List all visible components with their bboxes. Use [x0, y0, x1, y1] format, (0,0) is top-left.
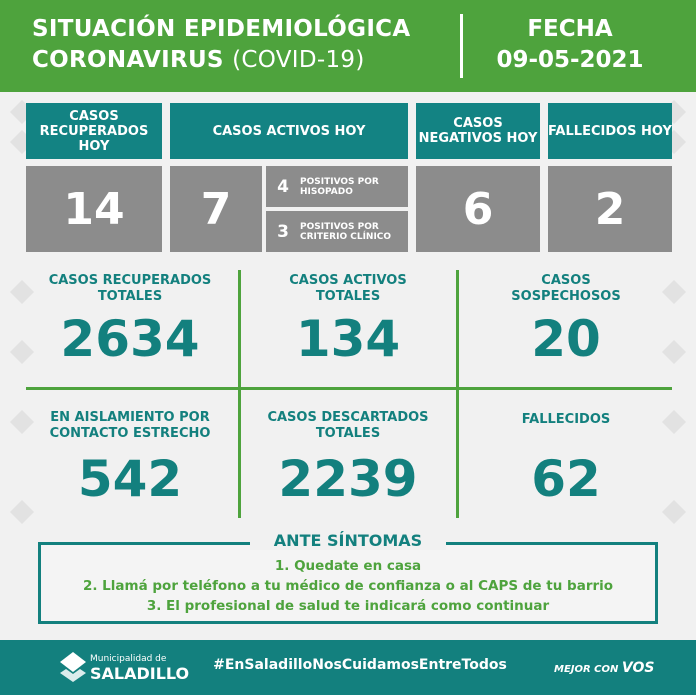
saladillo-logo-icon: [60, 652, 86, 682]
recuperados-totales-value: 2634: [60, 310, 200, 368]
sospechosos-label-2: SOSPECHOSOS: [511, 289, 621, 304]
fallecidos-totales-label: FALLECIDOS: [521, 412, 611, 427]
grid-vline-right: [456, 270, 459, 518]
footer-vos: VOS: [621, 660, 655, 676]
descartados-label-2: TOTALES: [315, 426, 381, 441]
grid-hline: [26, 387, 672, 390]
title-line1: SITUACIÓN EPIDEMIOLÓGICA: [32, 16, 411, 42]
sintoma-item-3: 3. El profesional de salud te indicará como continuar: [146, 598, 550, 614]
grid-vline-left: [238, 270, 241, 518]
fallecidos-hoy-label: FALLECIDOS HOY: [548, 103, 672, 159]
footer-mejor: MEJOR CON: [554, 664, 619, 675]
title-line2: [32, 47, 365, 73]
recuperados-hoy-value: 14: [26, 166, 162, 252]
footer-muni-small: Municipalidad de: [90, 654, 167, 664]
header-divider: [460, 14, 463, 78]
sintomas-title: ANTE SÍNTOMAS: [250, 531, 446, 550]
descartados-value: 2239: [278, 450, 418, 508]
sospechosos-label: [466, 273, 666, 305]
activos-totales-label-1: CASOS ACTIVOS: [289, 273, 407, 288]
sintoma-item-1: 1. Quedate en casa: [274, 558, 422, 574]
descartados-label-1: CASOS DESCARTADOS: [267, 410, 429, 425]
footer-hashtag: #EnSaladilloNosCuidamosEntreTodos: [213, 657, 507, 673]
criterio-box: [266, 211, 408, 252]
negativos-hoy-label: CASOS NEGATIVOS HOY: [416, 103, 540, 159]
aislamiento-value: 542: [77, 450, 183, 508]
hisopado-box: [266, 166, 408, 207]
recuperados-totales-label-1: CASOS RECUPERADOS: [48, 273, 212, 288]
sintoma-item-2: 2. Llamá por teléfono a tu médico de confianza o al CAPS de tu barrio: [82, 578, 614, 594]
title-coronavirus: CORONAVIRUS: [32, 47, 224, 73]
criterio-label: POSITIVOS POR CRITERIO CLÍNICO: [300, 221, 392, 242]
footer-mejor-con-vos: [554, 660, 654, 676]
fallecidos-totales-value: 62: [531, 450, 601, 508]
footer-muni-big: SALADILLO: [90, 664, 190, 683]
hisopado-label: POSITIVOS POR HISOPADO: [300, 176, 379, 197]
activos-totales-label-2: TOTALES: [315, 289, 381, 304]
hisopado-value: 4: [277, 176, 289, 197]
title-covid: (COVID-19): [232, 47, 365, 73]
recuperados-totales-label-2: TOTALES: [97, 289, 163, 304]
activos-hoy-value: 7: [170, 166, 262, 252]
activos-totales-value: 134: [295, 310, 401, 368]
recuperados-totales-label: [30, 273, 230, 305]
aislamiento-label: [30, 410, 230, 442]
aislamiento-label-2: CONTACTO ESTRECHO: [49, 426, 211, 441]
activos-hoy-label: CASOS ACTIVOS HOY: [170, 103, 408, 159]
negativos-hoy-value: 6: [416, 166, 540, 252]
criterio-value: 3: [277, 221, 289, 242]
aislamiento-label-1: EN AISLAMIENTO POR: [50, 410, 210, 425]
descartados-label: [248, 410, 448, 442]
fecha-value: 09-05-2021: [496, 47, 644, 73]
activos-totales-label: [248, 273, 448, 305]
recuperados-hoy-label: CASOS RECUPERADOS HOY: [26, 103, 162, 159]
fallecidos-hoy-value: 2: [548, 166, 672, 252]
header-banner: [0, 0, 696, 92]
sospechosos-value: 20: [531, 310, 601, 368]
fecha-label: FECHA: [527, 16, 613, 42]
footer-banner: [0, 640, 696, 695]
sospechosos-label-1: CASOS: [541, 273, 591, 288]
